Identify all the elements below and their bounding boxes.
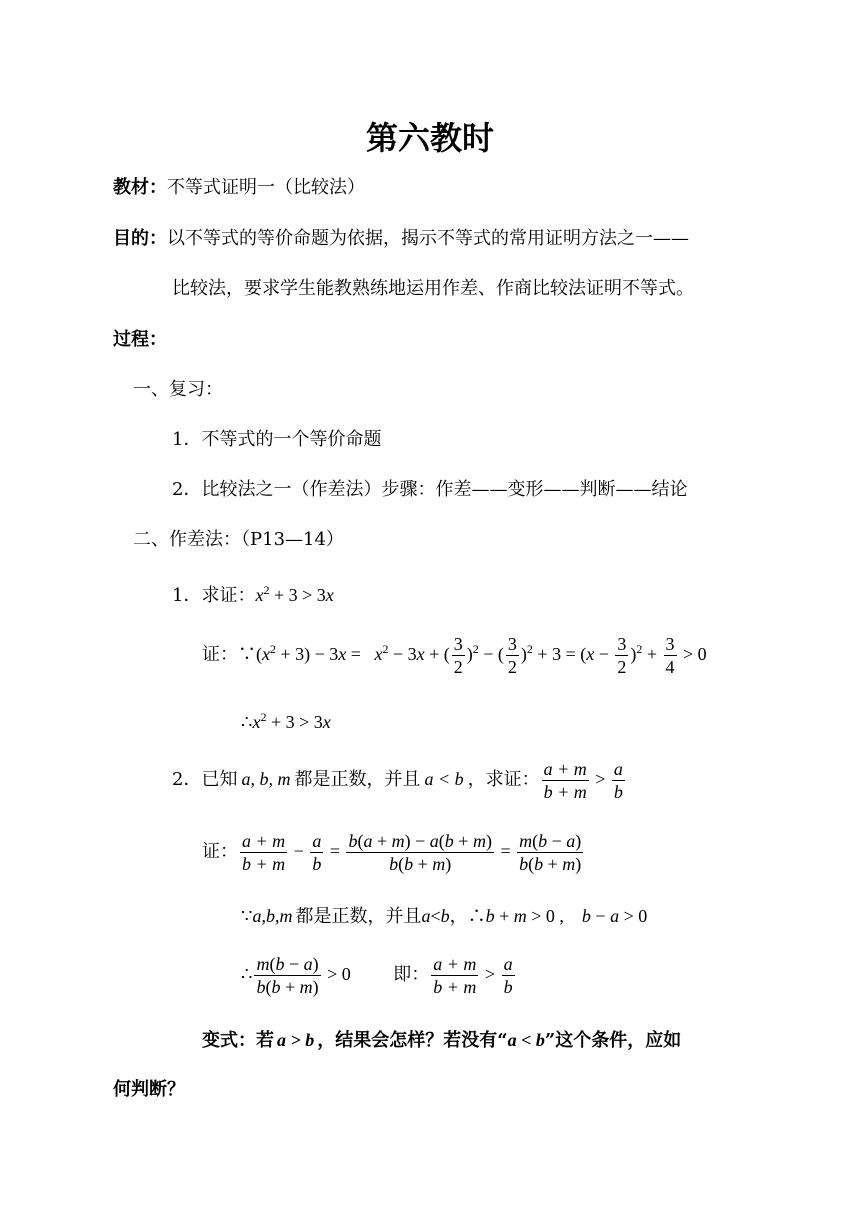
example-1-inequality: $x^2 + 3 > 3x$ bbox=[255, 583, 334, 605]
material-label: 教材： bbox=[113, 177, 167, 198]
example-1-proof: 证：$\because(x^2 + 3) - 3x = x^2 - 3x$ + ( $\frac{3}{2}$ )$^2$ − ( $\frac{3}{2}$ )$^2$ + 3 = (x − $\frac{3}{2}$ )$^2$ + $\frac{3}{4}$ > 0 bbox=[202, 634, 707, 678]
purpose-label: 目的： bbox=[113, 228, 167, 249]
example-2-mid: 都是正数，并且 bbox=[294, 769, 421, 790]
variant-line-1 bbox=[202, 1028, 681, 1053]
review-heading: 一、复习： bbox=[133, 379, 223, 400]
example-2-because-text: 都是正数，并且 bbox=[295, 906, 422, 926]
example-2-statement bbox=[172, 756, 627, 803]
therefore-symbol: ∴ bbox=[241, 712, 253, 732]
material-text: 不等式证明一（比较法） bbox=[167, 177, 365, 198]
process-label: 过程： bbox=[113, 329, 167, 350]
proof-label-2: 证： bbox=[202, 841, 238, 861]
example-2-prove: ，求证： bbox=[467, 769, 540, 790]
fraction-3-over-2: $\frac{3}{2}$ bbox=[507, 634, 517, 678]
material-line bbox=[113, 176, 365, 200]
proof-label-1: 证： bbox=[202, 644, 238, 664]
variant-text-b: ，结果会怎样？若没有“ bbox=[317, 1030, 508, 1051]
example-1-prefix: 1．求证： bbox=[172, 585, 256, 606]
example-2-because: ∵a,b,m 都是正数，并且a<b，∴b + m > 0 , b − a > 0 bbox=[241, 906, 648, 926]
variant-cond-2: a < b bbox=[507, 1030, 545, 1050]
variant-label: 变式： bbox=[202, 1030, 256, 1051]
variant-cond-1: a > b bbox=[277, 1030, 315, 1050]
fraction-3-over-2: $\frac{3}{2}$ bbox=[453, 634, 463, 678]
review-item-2: 2．比较法之一（作差法）步骤：作差——变形——判断——结论 bbox=[172, 479, 688, 500]
variant-line-2: 何判断？ bbox=[113, 1079, 185, 1100]
purpose-text-1: 以不等式的等价命题为依据，揭示不等式的常用证明方法之一—— bbox=[167, 228, 689, 249]
example-2-condition: a < b bbox=[424, 769, 464, 789]
purpose-line-1 bbox=[113, 227, 689, 251]
fraction-3-over-4: $\frac{3}{4}$ bbox=[665, 634, 675, 678]
example-2-conclusion: ∴ $\frac{m(b - a)}{b(b + m)}$ > 0 即： $\frac{a + m}{b + m}$ > $\frac{a}{b}$ bbox=[241, 954, 513, 998]
variant-text-c: ”这个条件，应如 bbox=[544, 1030, 682, 1051]
diff-method-heading: 二、作差法：（P13—14） bbox=[133, 529, 344, 550]
review-item-1: 1．不等式的一个等价命题 bbox=[172, 429, 382, 450]
therefore-symbol-2: ∴ bbox=[241, 964, 253, 984]
example-1-statement bbox=[172, 578, 334, 608]
example-2-prefix: 2．已知 bbox=[172, 769, 238, 790]
ie-label: 即： bbox=[393, 964, 430, 984]
example-2-inequality: $\frac{a + m}{b + m}$ > $\frac{a}{b}$ bbox=[543, 759, 623, 803]
example-2-vars: a, b, m bbox=[241, 769, 291, 789]
variant-text-a: 若 bbox=[256, 1030, 274, 1051]
because-symbol: ∵ bbox=[238, 644, 256, 664]
page-title: 第六教时 bbox=[365, 119, 494, 157]
purpose-line-2: 比较法，要求学生能教熟练地运用作差、作商比较法证明不等式。 bbox=[172, 278, 694, 299]
example-1-conclusion: $\therefore x^2 + 3 > 3x$ bbox=[241, 710, 331, 732]
example-2-proof: 证： $\frac{a + m}{b + m}$ − $\frac{a}{b}$ = $\frac{b(a + m) - a(b + m)}{b(b + m)}$ = $\frac{m(b - a)}{b(b + m)}$ bbox=[202, 831, 582, 875]
fraction-3-over-2: $\frac{3}{2}$ bbox=[617, 634, 627, 678]
